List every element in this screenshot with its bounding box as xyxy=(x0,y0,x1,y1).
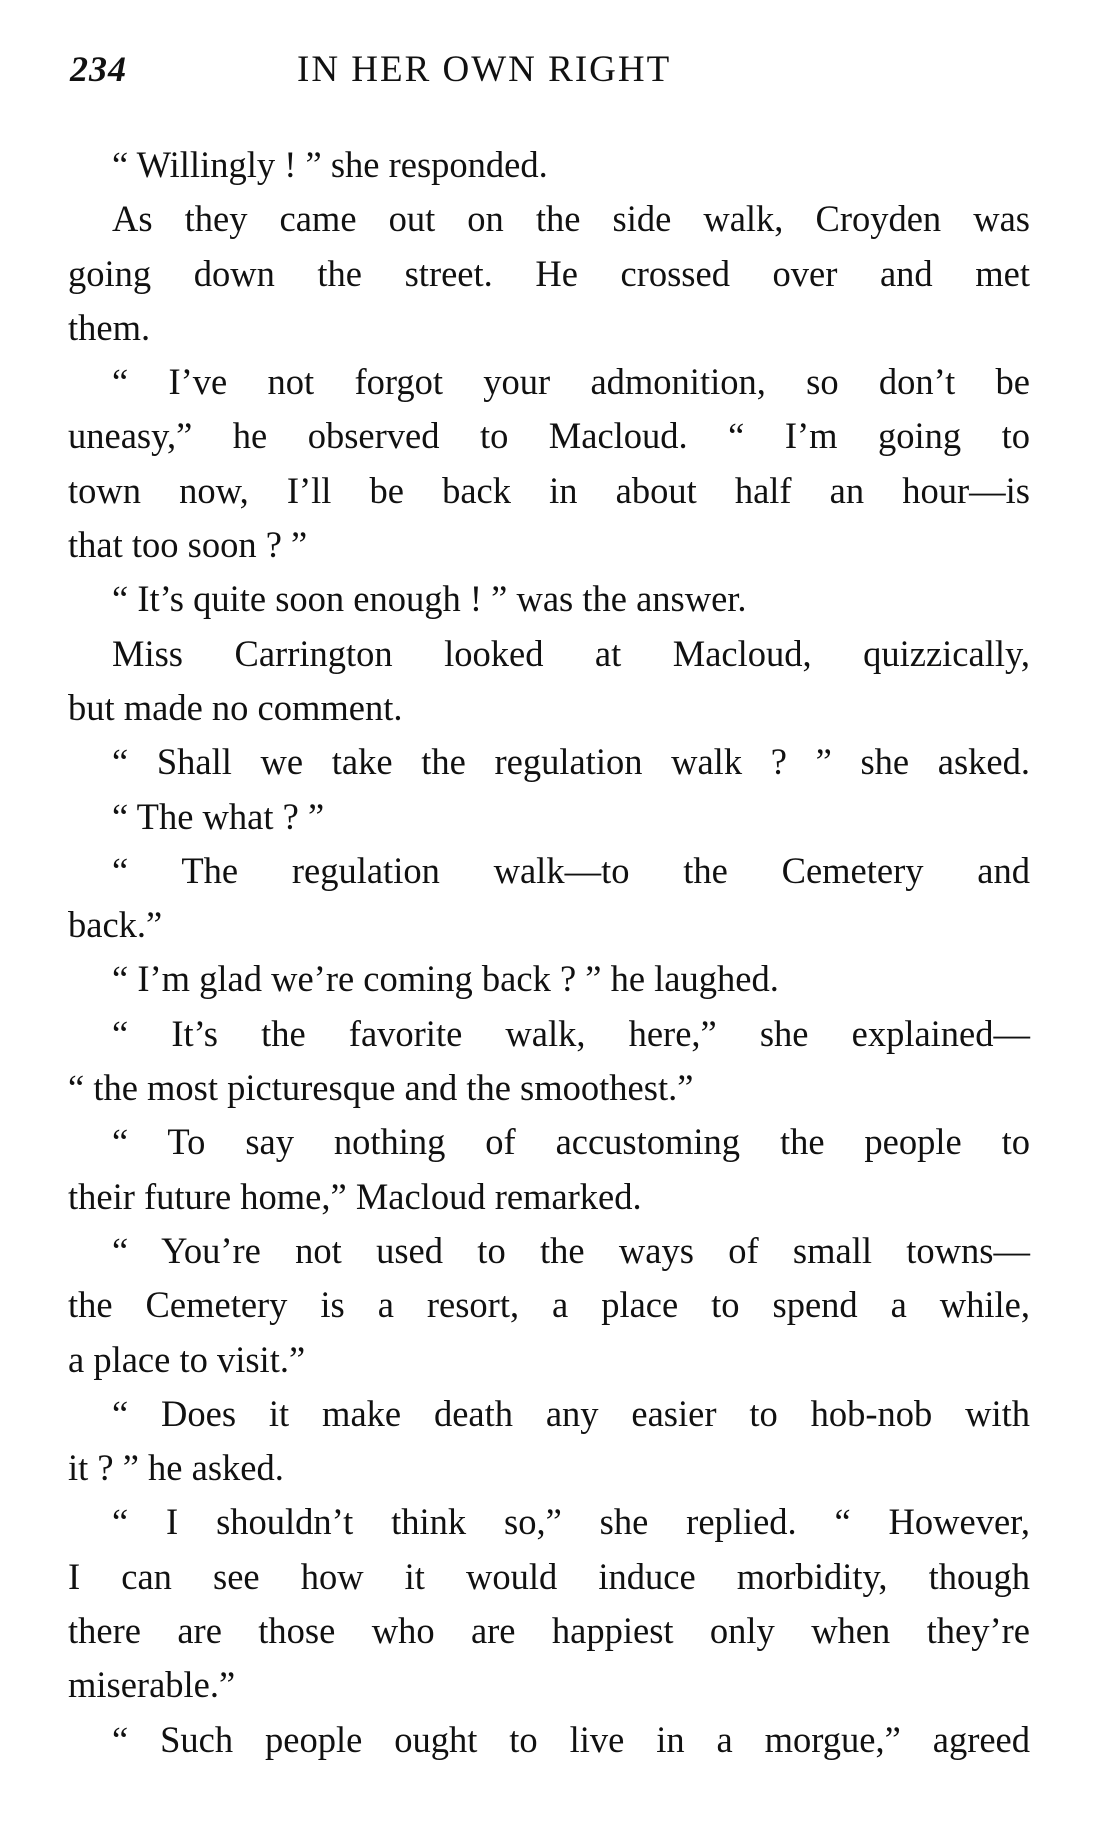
running-title: IN HER OWN RIGHT xyxy=(297,49,672,90)
text-line: “ Such people ought to live in a morgue,” agreed xyxy=(112,1718,1030,1760)
text-line: Miss Carrington looked at Macloud, quizzically, xyxy=(112,632,1030,674)
text-line: but made no comment. xyxy=(68,686,403,728)
text-line: “ I’ve not forgot your admonition, so don’t be xyxy=(112,361,1030,403)
text-line: As they came out on the side walk, Croyden was xyxy=(112,198,1030,240)
running-head xyxy=(70,48,1030,98)
text-line: “ I shouldn’t think so,” she replied. “ However, xyxy=(112,1501,1030,1543)
text-line: “ You’re not used to the ways of small towns— xyxy=(112,1229,1030,1271)
text-line: it ? ” he asked. xyxy=(68,1447,284,1489)
text-line: that too soon ? ” xyxy=(68,524,308,566)
text-line: “ Willingly ! ” she responded. xyxy=(112,144,548,185)
text-line: them. xyxy=(68,306,151,348)
text-line: town now, I’ll be back in about half an hour—is xyxy=(68,469,1030,511)
text-line: “ It’s quite soon enough ! ” was the answer. xyxy=(112,578,747,620)
text-line: their future home,” Macloud remarked. xyxy=(68,1175,642,1217)
page-number: 234 xyxy=(70,49,127,89)
text-line: I can see how it would induce morbidity, though xyxy=(68,1555,1030,1597)
text-line: “ Does it make death any easier to hob-nob with xyxy=(112,1392,1030,1434)
text-line: “ The regulation walk—to the Cemetery and xyxy=(112,849,1030,891)
text-line: going down the street. He crossed over and met xyxy=(68,252,1030,294)
text-line: “ the most picturesque and the smoothest.” xyxy=(68,1067,694,1109)
text-line: back.” xyxy=(68,904,163,946)
text-line: “ The what ? ” xyxy=(112,795,325,837)
text-line: there are those who are happiest only when they’re xyxy=(68,1610,1030,1652)
text-line: “ I’m glad we’re coming back ? ” he laughed. xyxy=(112,958,779,1000)
text-line: a place to visit.” xyxy=(68,1338,306,1380)
text-line: “ To say nothing of accustoming the people to xyxy=(112,1121,1030,1163)
text-line: “ It’s the favorite walk, here,” she explained— xyxy=(112,1012,1030,1054)
text-line: “ Shall we take the regulation walk ? ” she asked. xyxy=(112,741,1030,783)
text-line: miserable.” xyxy=(68,1664,236,1706)
text-line: uneasy,” he observed to Macloud. “ I’m going to xyxy=(68,415,1030,457)
body-text xyxy=(68,138,1030,1767)
text-line: the Cemetery is a resort, a place to spend a while, xyxy=(68,1284,1030,1326)
